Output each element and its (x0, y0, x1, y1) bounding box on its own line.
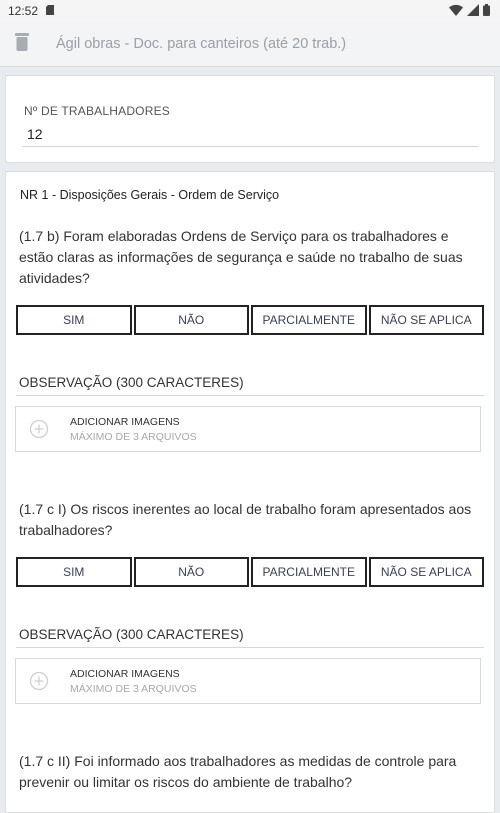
option-nao-button[interactable]: NÃO (134, 305, 250, 335)
add-images-button[interactable] (15, 658, 481, 704)
option-nao-se-aplica-button[interactable]: NÃO SE APLICA (369, 557, 485, 587)
observation-label[interactable]: OBSERVAÇÃO (300 CARACTERES) (19, 627, 244, 642)
app-title: Ágil obras - Doc. para canteiros (até 20 trab.) (56, 36, 347, 52)
workers-label: Nº DE TRABALHADORES (24, 104, 170, 118)
section-title: NR 1 - Disposições Gerais - Ordem de Serviço (20, 188, 280, 202)
add-circle-icon (29, 671, 49, 696)
option-parcialmente-button[interactable]: PARCIALMENTE (251, 305, 367, 335)
question-2-options (16, 557, 484, 587)
option-parcialmente-button[interactable]: PARCIALMENTE (251, 557, 367, 587)
question-1-text: (1.7 b) Foram elaboradas Ordens de Serviço para os trabalhadores e estão claras as informações de segurança e saúde no trabalho de suas atividades? (19, 228, 463, 286)
add-images-hint: MÁXIMO DE 3 ARQUIVOS (70, 431, 197, 443)
option-nao-se-aplica-button[interactable]: NÃO SE APLICA (369, 305, 485, 335)
cell-signal-icon (467, 4, 479, 19)
battery-icon (483, 4, 490, 19)
observation-label[interactable]: OBSERVAÇÃO (300 CARACTERES) (19, 375, 244, 390)
workers-input[interactable]: 12 (27, 126, 43, 142)
question-3-text: (1.7 c II) Foi informado aos trabalhadores as medidas de controle para prevenir ou limitar os riscos do ambiente de trabalho? (19, 753, 457, 790)
option-sim-button[interactable]: SIM (16, 557, 132, 587)
wifi-icon (449, 4, 463, 19)
delete-button[interactable] (0, 33, 44, 56)
trash-icon (15, 33, 29, 56)
add-images-button[interactable] (15, 406, 481, 452)
add-circle-icon (29, 419, 49, 444)
sd-card-icon (46, 4, 54, 18)
workers-card (5, 75, 495, 163)
status-bar (0, 0, 500, 22)
add-images-label: ADICIONAR IMAGENS (70, 668, 180, 680)
add-images-label: ADICIONAR IMAGENS (70, 416, 180, 428)
status-time: 12:52 (8, 4, 39, 18)
observation-underline (16, 395, 484, 396)
workers-underline (22, 146, 478, 147)
checklist-card (5, 171, 495, 813)
app-bar (0, 22, 500, 67)
option-nao-button[interactable]: NÃO (134, 557, 250, 587)
add-images-hint: MÁXIMO DE 3 ARQUIVOS (70, 683, 197, 695)
question-1-options (16, 305, 484, 335)
option-sim-button[interactable]: SIM (16, 305, 132, 335)
question-2-text: (1.7 c I) Os riscos inerentes ao local de trabalho foram apresentados aos trabalhadores? (19, 501, 472, 538)
observation-underline (16, 647, 484, 648)
